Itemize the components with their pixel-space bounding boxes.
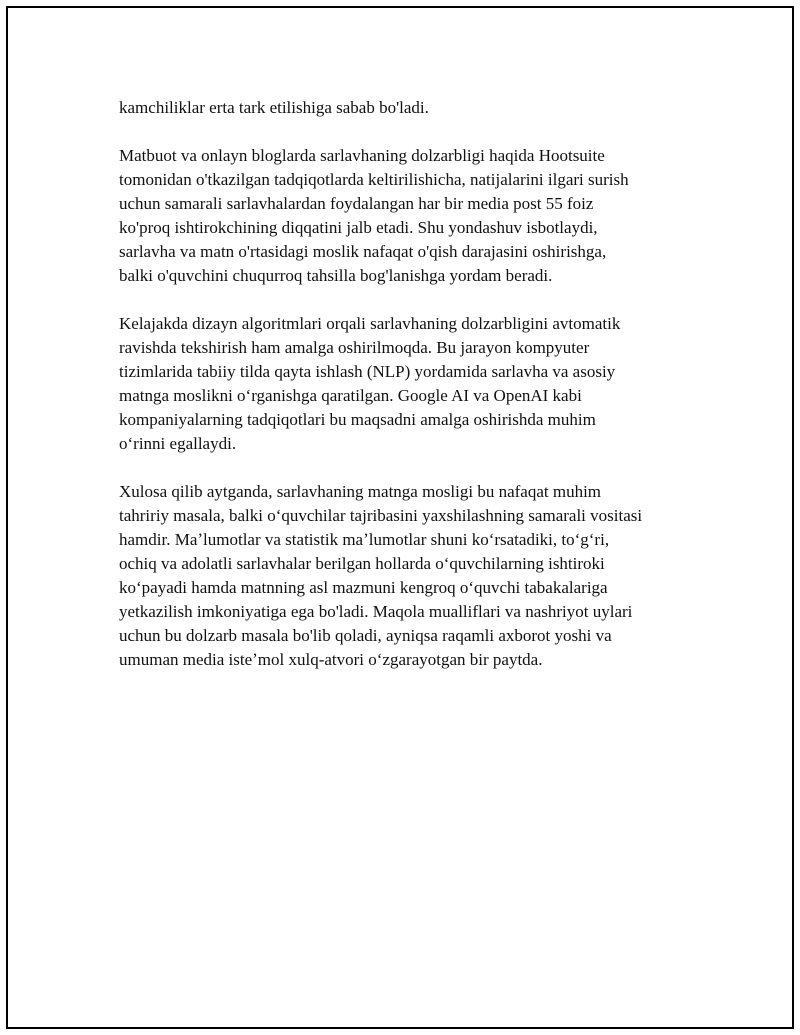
paragraph-3: Kelajakda dizayn algoritmlari orqali sarlavhaning dolzarbligini avtomatik ravishda tekshirish ham amalga oshirilmoqda. Bu jarayon kompyuter tizimlarida tabiiy tilda qayta ishlash (NLP) yordamida sarlavha va asosiy matnga moslikni oʻrganishga qaratilgan. Google AI va OpenAI kabi kompaniyalarning tadqiqotlari bu maqsadni amalga oshirishda muhim oʻrinni egallaydi. <box>119 314 621 453</box>
paragraph-2: Matbuot va onlayn bloglarda sarlavhaning dolzarbligi haqida Hootsuite tomonidan o'tkazilgan tadqiqotlarda keltirilishicha, natijalarini ilgari surish uchun samarali sarlavhalardan foydalangan har bir media post 55 foiz ko'proq ishtirokchining diqqatini jalb etadi. Shu yondashuv isbotlaydi, sarlavha va matn o'rtasidagi moslik nafaqat o'qish darajasini oshirishga, balki o'quvchini chuqurroq tahsilla bog'lanishga yordam beradi. <box>119 146 629 285</box>
paragraph-1: kamchiliklar erta tark etilishiga sabab bo'ladi. <box>119 98 429 117</box>
document-page <box>6 6 794 1029</box>
document-body <box>119 96 699 696</box>
paragraph-4: Xulosa qilib aytganda, sarlavhaning matnga mosligi bu nafaqat muhim tahririy masala, balki oʻquvchilar tajribasini yaxshilashning samarali vositasi hamdir. Maʼlumotlar va statistik maʼlumotlar shuni koʻrsatadiki, toʻgʻri, ochiq va adolatli sarlavhalar berilgan hollarda oʻquvchilarning ishtiroki koʻpayadi hamda matnning asl mazmuni kengroq oʻquvchi tabakalariga yetkazilish imkoniyatiga ega bo'ladi. Maqola mualliflari va nashriyot uylari uchun bu dolzarb masala bo'lib qoladi, ayniqsa raqamli axborot yoshi va umuman media isteʼmol xulq-atvori oʻzgarayotgan bir paytda. <box>119 482 643 669</box>
